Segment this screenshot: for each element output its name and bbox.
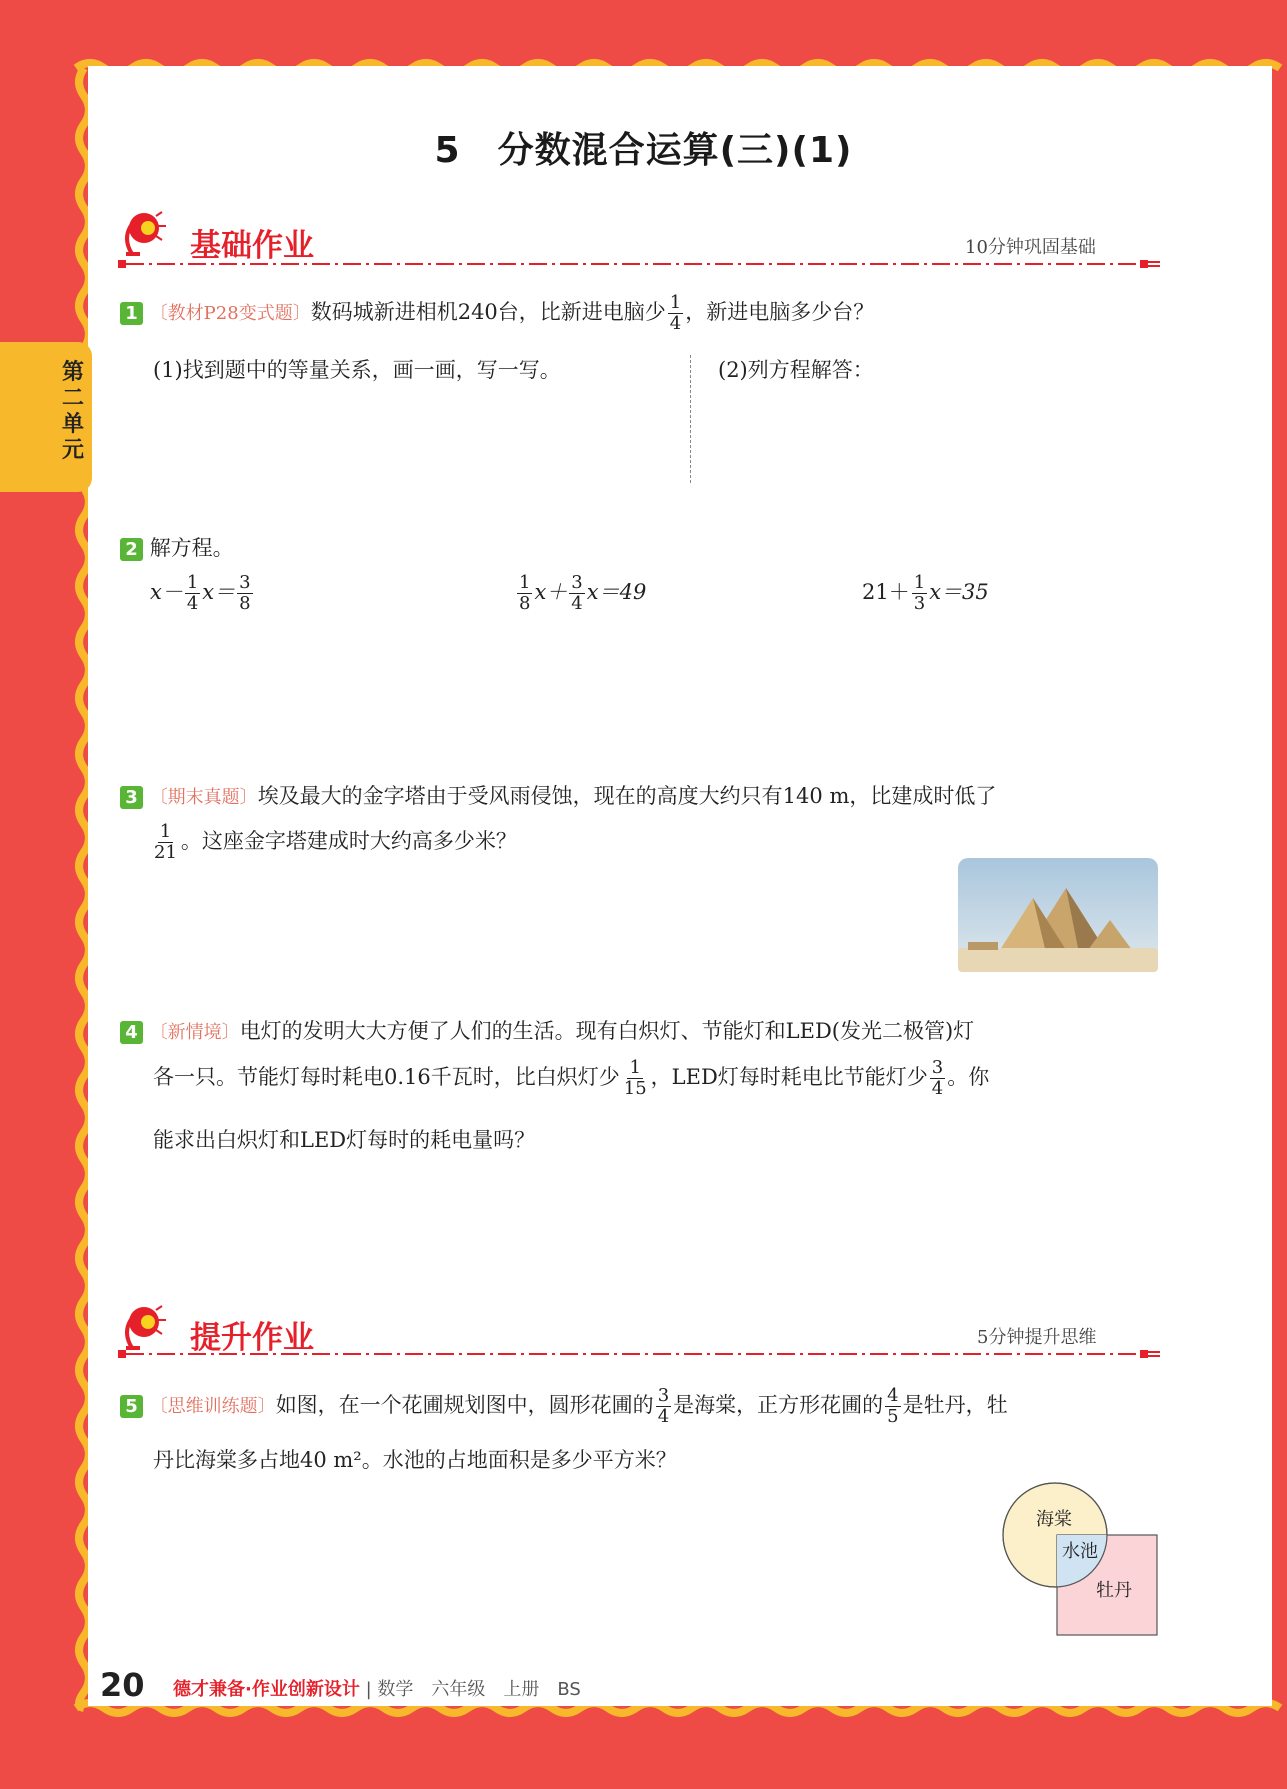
garden-diagram	[1000, 1480, 1165, 1640]
denominator: 4	[571, 593, 583, 614]
question-text: 。这座金字塔建成时大约高多少米？	[180, 829, 517, 853]
numerator: 3	[931, 1057, 944, 1078]
fraction	[912, 573, 927, 614]
numerator: 1	[159, 821, 172, 842]
pyramid-photo	[958, 858, 1158, 972]
question-text: 。你	[947, 1065, 990, 1089]
fraction	[569, 573, 584, 614]
question-number: 1	[120, 302, 143, 325]
denominator: 4	[931, 1078, 944, 1099]
question-tag: 〔新情境〕	[149, 1022, 240, 1043]
question-4	[120, 1015, 974, 1045]
question-number: 2	[120, 538, 143, 561]
unit-tab-char: 第	[61, 360, 84, 385]
denominator: 4	[657, 1406, 670, 1427]
question-text: 数码城新进相机240台，比新进电脑少	[310, 300, 666, 324]
fraction	[152, 822, 179, 863]
equation-1	[150, 573, 255, 614]
numerator: 1	[913, 572, 926, 593]
section-basic-label: 基础作业	[190, 228, 314, 264]
equation-term: x＋	[534, 580, 568, 604]
denominator: 5	[887, 1406, 899, 1427]
unit-tab-char: 单	[61, 412, 84, 437]
fraction	[517, 573, 532, 614]
fraction	[622, 1058, 649, 1099]
question-text: 埃及最大的金字塔由于受风雨侵蚀，现在的高度大约只有140 m，比建成时低了	[257, 784, 997, 808]
denominator: 4	[186, 593, 199, 614]
question-tag: 〔教材P28变式题〕	[149, 303, 311, 324]
numerator: 1	[186, 572, 199, 593]
fraction	[656, 1386, 671, 1427]
fraction	[185, 573, 200, 614]
question-tag: 〔思维训练题〕	[149, 1396, 276, 1417]
question-5-line-2: 丹比海棠多占地40 m²。水池的占地面积是多少平方米？	[153, 1448, 677, 1472]
section-advanced-note: 5分钟提升思维	[977, 1327, 1097, 1348]
question-3	[120, 780, 996, 810]
section-basic-note: 10分钟巩固基础	[965, 237, 1096, 258]
denominator: 8	[239, 593, 251, 614]
fraction	[930, 1058, 945, 1099]
denominator: 3	[913, 593, 926, 614]
question-1-part-2: (2)列方程解答：	[718, 358, 874, 382]
section-advanced-divider	[118, 1348, 1160, 1360]
section-advanced-label: 提升作业	[190, 1320, 314, 1356]
fraction	[237, 573, 252, 614]
unit-tab-char: 元	[61, 438, 84, 463]
question-4-line-3: 能求出白炽灯和LED灯每时的耗电量吗？	[153, 1128, 536, 1152]
unit-tab-label	[58, 360, 88, 464]
question-5	[120, 1386, 1008, 1427]
equation-term: x－	[150, 580, 183, 604]
denominator: 4	[669, 313, 682, 334]
denominator: 15	[623, 1078, 647, 1099]
question-text: 各一只。节能灯每时耗电0.16千瓦时，比白炽灯少	[153, 1065, 620, 1089]
question-number: 4	[120, 1021, 143, 1044]
question-text: ，LED灯每时耗电比节能灯少	[650, 1065, 928, 1089]
vertical-divider	[690, 355, 691, 483]
question-4-line-2	[153, 1058, 989, 1099]
question-number: 5	[120, 1395, 143, 1418]
fraction	[885, 1386, 900, 1427]
question-text: 是海棠，正方形花圃的	[673, 1393, 884, 1417]
question-text: 电灯的发明大大方便了人们的生活。现有白炽灯、节能灯和LED(发光二极管)灯	[239, 1019, 975, 1043]
denominator: 8	[519, 593, 531, 614]
question-text: 是牡丹，牡	[902, 1393, 1008, 1417]
equation-3	[862, 573, 989, 614]
question-text: 如图，在一个花圃规划图中，圆形花圃的	[275, 1393, 654, 1417]
question-1	[120, 293, 874, 334]
numerator: 4	[887, 1385, 899, 1406]
numerator: 3	[571, 572, 583, 593]
circle-label: 海棠	[1036, 1509, 1072, 1530]
question-text: ，新进电脑多少台？	[685, 300, 875, 324]
section-basic-divider	[118, 258, 1160, 270]
numerator: 1	[519, 572, 531, 593]
equation-term: x＝49	[586, 580, 647, 604]
fraction	[668, 293, 683, 334]
book-title: 德才兼备·作业创新设计	[173, 1679, 360, 1700]
equation-term: x＝	[202, 580, 236, 604]
square-label: 牡丹	[1096, 1580, 1132, 1601]
question-tag: 〔期末真题〕	[149, 787, 258, 808]
question-text: 解方程。	[149, 536, 234, 560]
page-title: 5 分数混合运算(三)(1)	[434, 130, 853, 171]
equation-term: x＝35	[929, 580, 989, 604]
book-subject: 数学 六年级 上册 BS	[377, 1679, 581, 1700]
numerator: 1	[629, 1057, 641, 1078]
numerator: 3	[657, 1385, 670, 1406]
numerator: 3	[239, 572, 251, 593]
numerator: 1	[669, 292, 682, 313]
question-1-part-1: (1)找到题中的等量关系，画一画，写一写。	[153, 358, 561, 382]
denominator: 21	[154, 842, 177, 863]
equation-2	[515, 573, 646, 614]
question-3-cont	[150, 822, 517, 863]
unit-tab-char: 二	[61, 386, 84, 411]
question-number: 3	[120, 786, 143, 809]
equation-term: 21＋	[862, 580, 910, 604]
footer-book-info: 德才兼备·作业创新设计 | 数学 六年级 上册 BS	[173, 1679, 581, 1700]
lamp-icon	[118, 208, 168, 260]
question-2	[120, 532, 234, 562]
page-number: 20	[100, 1666, 145, 1704]
overlap-label: 水池	[1062, 1541, 1098, 1562]
lamp-icon	[118, 1302, 168, 1354]
